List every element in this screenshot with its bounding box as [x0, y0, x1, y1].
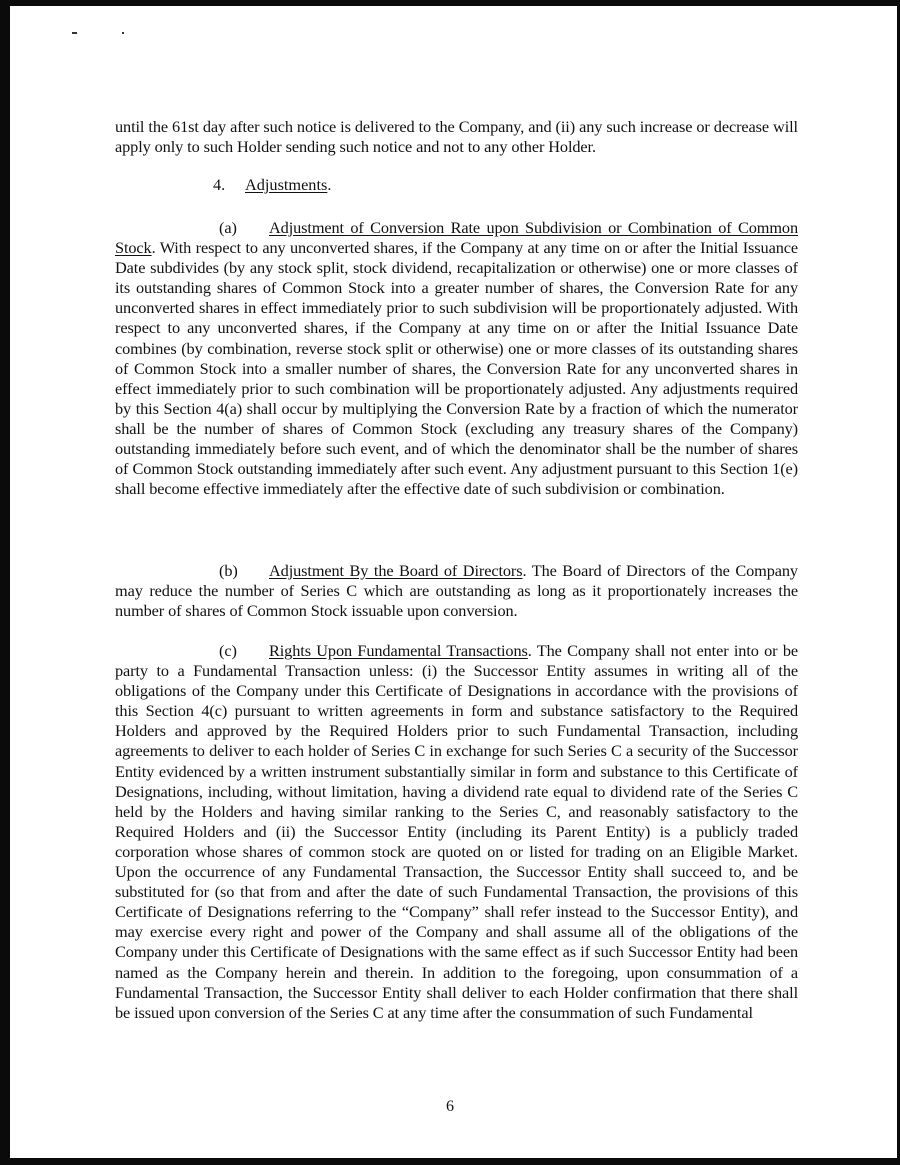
subsection-body: . The Company shall not enter into or be party to a Fundamental Transaction unless: (i) the Successor Entity assumes in writing all of the obligations of the Company under this Certificate of Designations in accordance with the provisions of this Section 4(c) pursuant to written agreements in form and substance satisfactory to the Required Holders and approved by the Required Holders prior to such Fundamental Transaction, including agreements to deliver to each holder of Series C in exchange for such Series C a security of the Successor Entity evidenced by a written instrument substantially similar in form and substance to this Certificate of Designations, including, without limitation, having a dividend rate equal to dividend rate of the Series C held by the Holders and having similar ranking to the Series C, and reasonably satisfactory to the Required Holders and (ii) the Successor Entity (including its Parent Entity) is a publicly traded corporation whose shares of common stock are quoted on or listed for trading on an Eligible Market. Upon the occurrence of any Fundamental Transaction, the Successor Entity shall succeed to, and be substituted for (so that from and after the date of such Fundamental Transaction, the provisions of this Certificate of Designations referring to the “Company” shall refer instead to the Successor Entity), and may exercise every right and power of the Company and shall assume all of the obligations of the Company under this Certificate of Designations with the same effect as if such Successor Entity had been named as the Company herein and therein. In addition to the foregoing, upon consummation of a Fundamental Transaction, the Successor Entity shall deliver to each Holder confirmation that there shall be issued upon conversion of the Series C at any time after the consummation of such Fundamental: [115, 641, 798, 1022]
subsection-a: [115, 218, 798, 499]
section-heading: [213, 175, 331, 195]
scan-border-bottom: [0, 1158, 900, 1165]
subsection-b: [115, 561, 798, 621]
section-title-suffix: .: [327, 175, 332, 194]
section-number: 4.: [213, 175, 226, 194]
subsection-marker: (c): [219, 641, 237, 660]
subsection-body: . With respect to any unconverted shares, if the Company at any time on or after the Initial Issuance Date subdivides (by any stock split, stock dividend, recapitalization or otherwise) one or more classes of its outstanding shares of Common Stock into a greater number of shares, the Conversion Rate for any unconverted shares in effect immediately prior to such subdivision will be proportionately adjusted. With respect to any unconverted shares, if the Company at any time on or after the Initial Issuance Date combines (by combination, reverse stock split or otherwise) one or more classes of its outstanding shares of Common Stock into a smaller number of shares, the Conversion Rate for any unconverted shares in effect immediately prior to such combination will be proportionately adjusted. Any adjustments required by this Section 4(a) shall occur by multiplying the Conversion Rate by a fraction of which the numerator shall be the number of shares of Common Stock (excluding any treasury shares of the Company) outstanding immediately before such event, and of which the denominator shall be the number of shares of Common Stock outstanding immediately after such event. Any adjustment pursuant to this Section 1(e) shall become effective immediately after the effective date of such subdivision or combination.: [115, 238, 798, 499]
scan-speck: [122, 32, 124, 34]
subsection-title: Rights Upon Fundamental Transactions: [269, 641, 528, 660]
subsection-title: Adjustment By the Board of Directors: [269, 561, 523, 580]
subsection-marker: (a): [219, 218, 237, 237]
continuation-paragraph: [115, 117, 798, 157]
section-title: Adjustments: [245, 175, 328, 194]
scan-border-left: [0, 0, 10, 1165]
subsection-c: [115, 641, 798, 1023]
subsection-marker: (b): [219, 561, 238, 580]
subsection-body: . The Board of Directors of the Company may reduce the number of Series C which are outstanding as long as it proportionately increases the number of shares of Common Stock issuable upon conversion.: [115, 561, 798, 621]
continuation-text: until the 61st day after such notice is delivered to the Company, and (ii) any such increase or decrease will apply only to such Holder sending such notice and not to any other Holder.: [115, 117, 798, 157]
scan-speck: [72, 32, 77, 34]
page-number: 6: [446, 1098, 454, 1115]
subsection-title: Adjustment of Conversion Rate upon Subdivision or Combination of Common Stock: [115, 218, 798, 258]
